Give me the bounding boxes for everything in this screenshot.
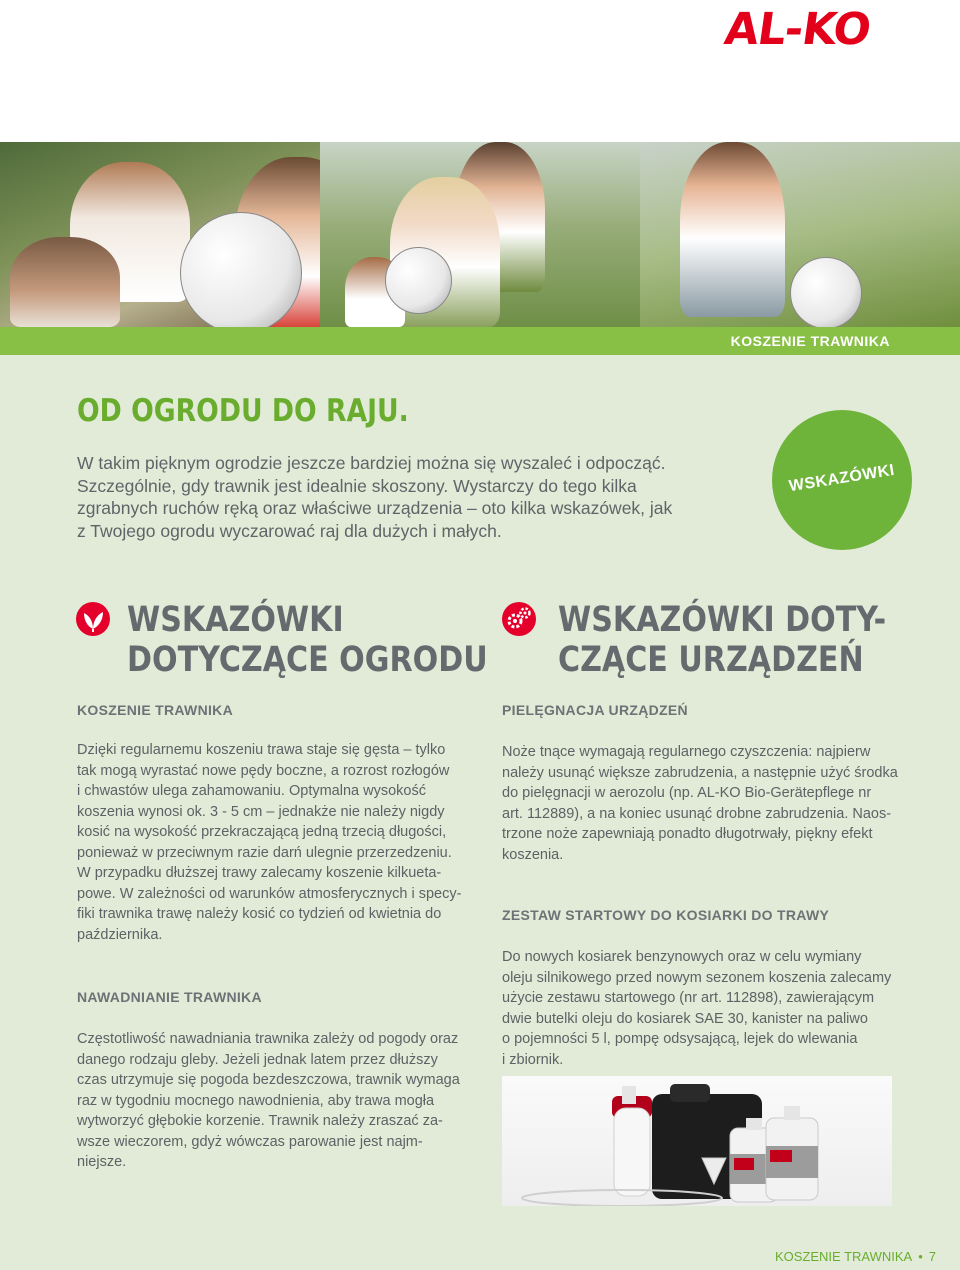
starter-kit-paragraph [502, 947, 902, 1070]
text-line: Częstotliwość nawadniania trawnika zależy od pogody oraz [77, 1031, 459, 1047]
text-line: do pielęgnacji w aerozolu (np. AL-KO Bio-Gerätepflege nr [502, 785, 872, 801]
footer-label: KOSZENIE TRAWNIKA [774, 1249, 913, 1264]
text-line: trzone noże zapewniają ponadto długotrwały, piękny efekt [502, 826, 873, 842]
hero-photo-strip [0, 142, 960, 327]
text-line: niejsze. [77, 1154, 127, 1170]
mowing-paragraph [77, 740, 477, 945]
text-line: wytworzyć głębokie korzenie. Trawnik należy zraszać za- [77, 1113, 443, 1129]
title-line: DOTYCZĄCE OGRODU [127, 640, 488, 680]
text-line: danego rodzaju gleby. Jeżeli jednak latem przez dłuższy [77, 1051, 438, 1068]
text-line: dwie butelki oleju do kosiarek SAE 30, kanister na paliwo [502, 1010, 868, 1027]
intro-line: zgrabnych ruchów ręką oraz właściwe urządzenia – oto kilka wskazówek, jak [77, 498, 673, 518]
text-line: ponieważ w przeciwnym razie darń ulegnie przerzedzeniu. [77, 844, 452, 861]
gears-icon [502, 602, 536, 636]
text-line: Dzięki regularnemu koszeniu trawa staje się gęsta – tylko [77, 742, 446, 758]
text-line: października. [77, 926, 163, 943]
text-line: i chwastów ulega zahamowaniu. Optymalna wysokość [77, 783, 426, 799]
title-line: WSKAZÓWKI DOTY- [558, 600, 887, 640]
text-line: koszenia. [502, 846, 564, 863]
section-label: KOSZENIE TRAWNIKA [730, 333, 890, 349]
text-line: użycie zestawu startowego (nr art. 112898), zawierającym [502, 990, 875, 1006]
section-heading-starter-kit: ZESTAW STARTOWY DO KOSIARKI DO TRAWY [502, 907, 830, 923]
section-heading-watering: NAWADNIANIE TRAWNIKA [77, 989, 262, 1005]
footer-bullet: • [918, 1249, 923, 1264]
text-line: koszenia wynosi ok. 3 - 5 cm – jednakże nie należy nigdy [77, 803, 445, 820]
section-heading-maintenance: PIELĘGNACJA URZĄDZEŃ [502, 702, 688, 718]
section-heading-mowing: KOSZENIE TRAWNIKA [77, 702, 233, 718]
intro-line: z Twojego ogrodu wyczarować raj dla dużych i małych. [77, 520, 502, 541]
section-bar [0, 327, 960, 355]
photo-girl-with-ball [640, 142, 960, 327]
maintenance-paragraph [502, 742, 902, 865]
text-line: oleju silnikowego przed nowym sezonem koszenia zalecamy [502, 969, 892, 986]
page-headline: OD OGRODU DO RAJU. [77, 393, 409, 429]
photo-family-playing [0, 142, 320, 327]
leaves-icon [76, 602, 110, 636]
text-line: art. 112889), a na koniec usunąć drobne zabrudzenia. Naos- [502, 805, 892, 822]
text-line: czas utrzymuje się pogoda bezdeszczowa, trawnik wymaga [77, 1072, 460, 1088]
intro-text [77, 452, 777, 542]
watering-paragraph [77, 1029, 477, 1173]
title-line: WSKAZÓWKI [127, 600, 344, 640]
text-line: powe. W zależności od warunków atmosferycznych i specy- [77, 885, 462, 902]
text-line: fiki trawnika trawę należy kosić co tydzień od kwietnia do [77, 906, 442, 922]
text-line: tak mogą wyrastać nowe pędy boczne, a rozrost rozłogów [77, 762, 450, 779]
page-number: 7 [928, 1249, 936, 1264]
title-line: CZĄCE URZĄDZEŃ [558, 640, 864, 680]
text-line: wsze wieczorem, gdyż wówczas parowanie jest najm- [77, 1133, 423, 1150]
text-line: o pojemności 5 l, pompę odsysającą, lejek do wlewania [502, 1031, 858, 1047]
left-column-title [127, 600, 488, 680]
badge-label: WSKAZÓWKI [787, 461, 896, 496]
text-line: Do nowych kosiarek benzynowych oraz w celu wymiany [502, 949, 862, 965]
intro-line: Szczególnie, gdy trawnik jest idealnie skoszony. Wystarczy do tego kilka [77, 475, 637, 496]
page-footer [775, 1249, 936, 1264]
logo-text: AL-KO [721, 3, 874, 55]
brand-logo [721, 3, 874, 55]
text-line: kosić na wysokość przekraczającą jedną trzecią długości, [77, 824, 447, 840]
starter-kit-photo [502, 1076, 892, 1206]
photo-mother-with-ball [320, 142, 640, 327]
tips-badge [772, 410, 912, 550]
text-line: należy usunąć większe zabrudzenia, a następnie użyć środka [502, 764, 898, 781]
text-line: W przypadku dłuższej trawy zalecamy koszenie kilkueta- [77, 865, 442, 881]
text-line: raz w tygodniu mocnego nawodnienia, aby trawa mogła [77, 1092, 435, 1109]
intro-line: W takim pięknym ogrodzie jeszcze bardziej można się wyszaleć i odpocząć. [77, 453, 666, 473]
text-line: i zbiornik. [502, 1051, 564, 1068]
right-column-title [558, 600, 886, 680]
text-line: Noże tnące wymagają regularnego czyszczenia: najpierw [502, 744, 871, 760]
